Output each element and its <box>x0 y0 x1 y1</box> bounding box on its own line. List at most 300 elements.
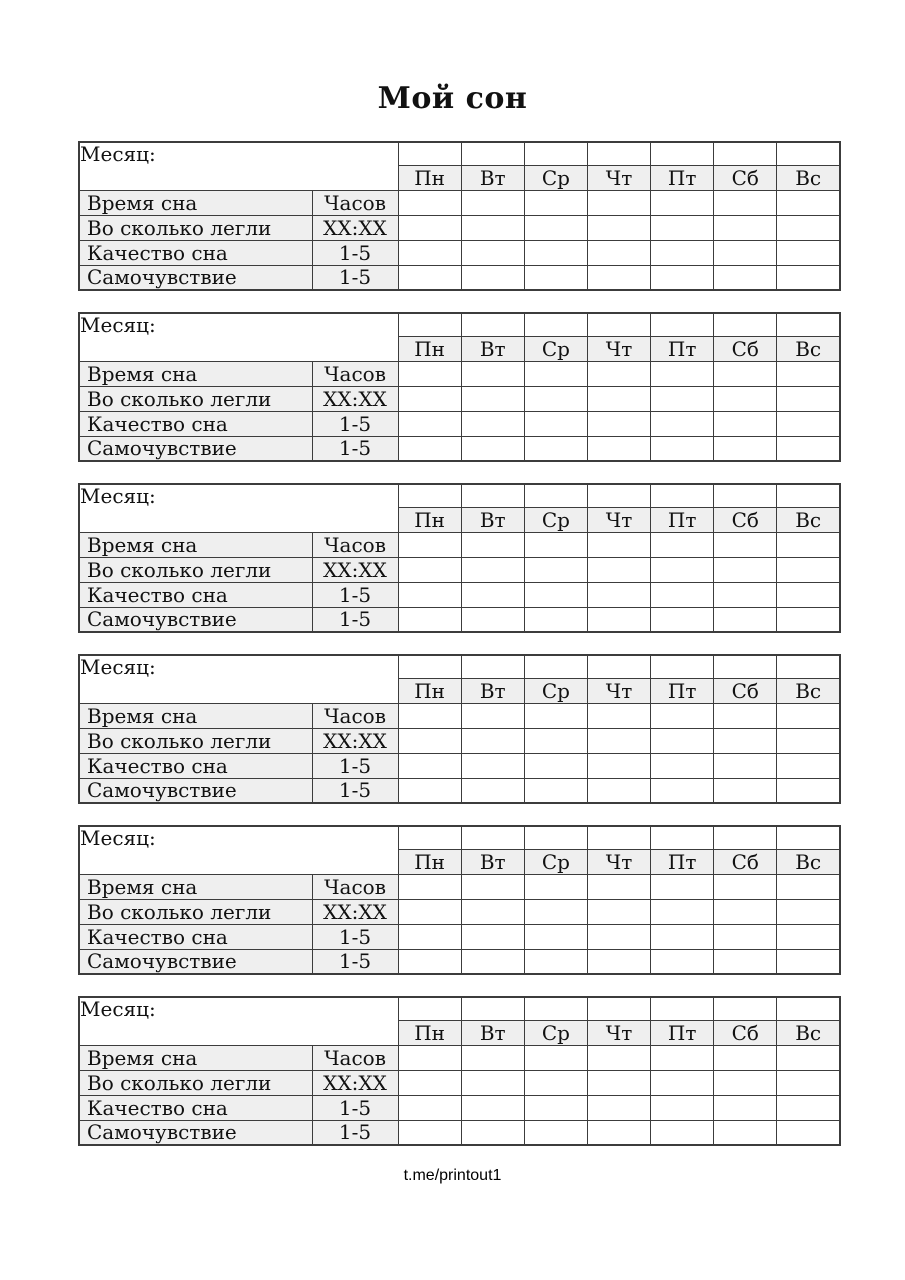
table-row <box>79 484 840 507</box>
entry-cell <box>398 386 461 411</box>
entry-cell <box>524 411 587 436</box>
day-header-fri: Пт <box>651 165 714 190</box>
day-header-sat: Сб <box>714 678 777 703</box>
empty-cell <box>651 484 714 507</box>
empty-cell <box>524 313 587 336</box>
entry-cell <box>777 557 840 582</box>
entry-cell <box>524 1120 587 1145</box>
entry-cell <box>777 386 840 411</box>
empty-cell <box>714 484 777 507</box>
empty-cell <box>587 997 650 1020</box>
entry-cell <box>398 532 461 557</box>
entry-cell <box>714 607 777 632</box>
empty-cell <box>777 655 840 678</box>
entry-cell <box>714 703 777 728</box>
day-header-thu: Чт <box>587 336 650 361</box>
metric-label: Время сна <box>79 361 312 386</box>
entry-cell <box>524 899 587 924</box>
metric-label: Качество сна <box>79 240 312 265</box>
entry-cell <box>777 240 840 265</box>
entry-cell <box>461 240 524 265</box>
entry-cell <box>777 436 840 461</box>
entry-cell <box>587 411 650 436</box>
table-row <box>79 142 840 165</box>
entry-cell <box>461 778 524 803</box>
entry-cell <box>524 703 587 728</box>
metric-unit: 1-5 <box>312 265 398 290</box>
metric-label: Во сколько легли <box>79 557 312 582</box>
metric-unit: 1-5 <box>312 240 398 265</box>
entry-cell <box>398 1120 461 1145</box>
entry-cell <box>524 386 587 411</box>
metric-label: Качество сна <box>79 924 312 949</box>
empty-cell <box>587 313 650 336</box>
empty-cell <box>587 826 650 849</box>
day-header-wed: Ср <box>524 507 587 532</box>
entry-cell <box>714 386 777 411</box>
entry-cell <box>398 215 461 240</box>
entry-cell <box>714 582 777 607</box>
day-header-sat: Сб <box>714 849 777 874</box>
entry-cell <box>587 703 650 728</box>
day-header-mon: Пн <box>398 678 461 703</box>
entry-cell <box>461 557 524 582</box>
entry-cell <box>524 436 587 461</box>
metric-label: Время сна <box>79 703 312 728</box>
entry-cell <box>587 1120 650 1145</box>
entry-cell <box>461 874 524 899</box>
entry-cell <box>398 265 461 290</box>
metric-row-sleep-time <box>79 703 840 728</box>
metric-label: Самочувствие <box>79 949 312 974</box>
entry-cell <box>461 703 524 728</box>
entry-cell <box>524 240 587 265</box>
metric-row-sleep-quality <box>79 582 840 607</box>
entry-cell <box>398 607 461 632</box>
entry-cell <box>461 386 524 411</box>
entry-cell <box>714 1070 777 1095</box>
metric-row-sleep-time <box>79 532 840 557</box>
day-header-tue: Вт <box>461 336 524 361</box>
entry-cell <box>651 753 714 778</box>
metric-unit: Часов <box>312 1045 398 1070</box>
entry-cell <box>714 949 777 974</box>
day-header-mon: Пн <box>398 849 461 874</box>
metric-unit: 1-5 <box>312 778 398 803</box>
day-header-sun: Вс <box>777 1020 840 1045</box>
entry-cell <box>714 1120 777 1145</box>
entry-cell <box>714 899 777 924</box>
entry-cell <box>524 557 587 582</box>
day-header-tue: Вт <box>461 1020 524 1045</box>
day-header-sun: Вс <box>777 849 840 874</box>
month-label-cell: Месяц: <box>79 997 398 1045</box>
empty-cell <box>398 484 461 507</box>
entry-cell <box>777 874 840 899</box>
empty-cell <box>524 142 587 165</box>
entry-cell <box>651 874 714 899</box>
day-header-tue: Вт <box>461 507 524 532</box>
metric-row-sleep-time <box>79 874 840 899</box>
entry-cell <box>587 924 650 949</box>
entry-cell <box>714 215 777 240</box>
entry-cell <box>714 1045 777 1070</box>
entry-cell <box>587 436 650 461</box>
empty-cell <box>777 142 840 165</box>
entry-cell <box>398 436 461 461</box>
entry-cell <box>398 557 461 582</box>
entry-cell <box>714 557 777 582</box>
entry-cell <box>777 899 840 924</box>
entry-cell <box>777 607 840 632</box>
metric-unit: 1-5 <box>312 924 398 949</box>
entry-cell <box>777 924 840 949</box>
day-header-fri: Пт <box>651 507 714 532</box>
entry-cell <box>587 532 650 557</box>
entry-cell <box>398 1045 461 1070</box>
day-header-wed: Ср <box>524 336 587 361</box>
empty-cell <box>461 313 524 336</box>
entry-cell <box>587 899 650 924</box>
metric-label: Самочувствие <box>79 607 312 632</box>
entry-cell <box>587 728 650 753</box>
day-header-fri: Пт <box>651 849 714 874</box>
metric-label: Качество сна <box>79 411 312 436</box>
entry-cell <box>714 778 777 803</box>
metric-unit: 1-5 <box>312 1120 398 1145</box>
entry-cell <box>461 1045 524 1070</box>
entry-cell <box>651 1070 714 1095</box>
entry-cell <box>714 753 777 778</box>
metric-row-wellbeing <box>79 436 840 461</box>
day-header-sun: Вс <box>777 165 840 190</box>
entry-cell <box>587 1070 650 1095</box>
entry-cell <box>461 582 524 607</box>
metric-unit: XX:XX <box>312 557 398 582</box>
entry-cell <box>777 361 840 386</box>
entry-cell <box>714 532 777 557</box>
entry-cell <box>714 436 777 461</box>
entry-cell <box>524 753 587 778</box>
entry-cell <box>587 874 650 899</box>
entry-cell <box>777 1120 840 1145</box>
metric-unit: Часов <box>312 532 398 557</box>
entry-cell <box>461 1095 524 1120</box>
entry-cell <box>524 265 587 290</box>
entry-cell <box>524 1045 587 1070</box>
empty-cell <box>398 655 461 678</box>
empty-cell <box>777 997 840 1020</box>
day-header-mon: Пн <box>398 336 461 361</box>
entry-cell <box>587 190 650 215</box>
entry-cell <box>714 411 777 436</box>
entry-cell <box>398 411 461 436</box>
entry-cell <box>587 361 650 386</box>
day-header-fri: Пт <box>651 1020 714 1045</box>
day-header-tue: Вт <box>461 849 524 874</box>
empty-cell <box>398 313 461 336</box>
metric-unit: XX:XX <box>312 215 398 240</box>
entry-cell <box>587 607 650 632</box>
metric-label: Время сна <box>79 874 312 899</box>
table-row <box>79 655 840 678</box>
entry-cell <box>714 361 777 386</box>
entry-cell <box>777 1095 840 1120</box>
entry-cell <box>651 240 714 265</box>
entry-cell <box>398 190 461 215</box>
entry-cell <box>398 703 461 728</box>
entry-cell <box>461 899 524 924</box>
day-header-sun: Вс <box>777 336 840 361</box>
day-header-fri: Пт <box>651 678 714 703</box>
empty-cell <box>777 484 840 507</box>
entry-cell <box>524 1095 587 1120</box>
metric-row-bed-time <box>79 386 840 411</box>
entry-cell <box>398 728 461 753</box>
day-header-mon: Пн <box>398 507 461 532</box>
entry-cell <box>398 753 461 778</box>
entry-cell <box>651 703 714 728</box>
day-header-wed: Ср <box>524 849 587 874</box>
entry-cell <box>651 949 714 974</box>
entry-cell <box>587 582 650 607</box>
metric-unit: Часов <box>312 874 398 899</box>
empty-cell <box>398 826 461 849</box>
table-row <box>79 997 840 1020</box>
entry-cell <box>651 411 714 436</box>
entry-cell <box>461 190 524 215</box>
sleep-month-table <box>78 141 841 291</box>
day-header-thu: Чт <box>587 849 650 874</box>
entry-cell <box>651 557 714 582</box>
entry-cell <box>777 1045 840 1070</box>
day-header-sat: Сб <box>714 1020 777 1045</box>
entry-cell <box>524 728 587 753</box>
entry-cell <box>651 436 714 461</box>
day-header-mon: Пн <box>398 1020 461 1045</box>
entry-cell <box>587 265 650 290</box>
empty-cell <box>461 484 524 507</box>
empty-cell <box>777 313 840 336</box>
entry-cell <box>651 1120 714 1145</box>
entry-cell <box>461 924 524 949</box>
entry-cell <box>524 532 587 557</box>
empty-cell <box>714 826 777 849</box>
empty-cell <box>651 142 714 165</box>
entry-cell <box>461 532 524 557</box>
entry-cell <box>587 753 650 778</box>
entry-cell <box>777 582 840 607</box>
month-label-cell: Месяц: <box>79 826 398 874</box>
day-header-wed: Ср <box>524 678 587 703</box>
metric-unit: 1-5 <box>312 949 398 974</box>
empty-cell <box>461 826 524 849</box>
metric-label: Во сколько легли <box>79 728 312 753</box>
metric-row-sleep-quality <box>79 924 840 949</box>
metric-row-wellbeing <box>79 265 840 290</box>
entry-cell <box>398 778 461 803</box>
entry-cell <box>714 924 777 949</box>
empty-cell <box>398 142 461 165</box>
metric-unit: Часов <box>312 361 398 386</box>
entry-cell <box>651 607 714 632</box>
entry-cell <box>461 607 524 632</box>
sleep-month-table <box>78 654 841 804</box>
empty-cell <box>714 655 777 678</box>
metric-row-sleep-quality <box>79 411 840 436</box>
day-header-thu: Чт <box>587 165 650 190</box>
metric-label: Качество сна <box>79 753 312 778</box>
day-header-thu: Чт <box>587 678 650 703</box>
entry-cell <box>777 728 840 753</box>
entry-cell <box>651 1045 714 1070</box>
metric-label: Качество сна <box>79 1095 312 1120</box>
entry-cell <box>524 874 587 899</box>
metric-row-sleep-quality <box>79 1095 840 1120</box>
metric-unit: XX:XX <box>312 386 398 411</box>
table-row <box>79 313 840 336</box>
metric-unit: 1-5 <box>312 582 398 607</box>
entry-cell <box>777 753 840 778</box>
metric-unit: 1-5 <box>312 1095 398 1120</box>
day-header-sun: Вс <box>777 507 840 532</box>
sleep-month-table <box>78 483 841 633</box>
month-label-cell: Месяц: <box>79 313 398 361</box>
metric-row-sleep-quality <box>79 240 840 265</box>
entry-cell <box>461 753 524 778</box>
entry-cell <box>461 361 524 386</box>
metric-unit: 1-5 <box>312 436 398 461</box>
empty-cell <box>714 142 777 165</box>
day-header-sat: Сб <box>714 336 777 361</box>
metric-row-wellbeing <box>79 778 840 803</box>
day-header-wed: Ср <box>524 1020 587 1045</box>
day-header-thu: Чт <box>587 507 650 532</box>
metric-unit: Часов <box>312 190 398 215</box>
entry-cell <box>587 1045 650 1070</box>
metric-row-bed-time <box>79 728 840 753</box>
metric-label: Во сколько легли <box>79 1070 312 1095</box>
page-title: Мой сон <box>377 81 528 116</box>
metric-label: Качество сна <box>79 582 312 607</box>
entry-cell <box>714 1095 777 1120</box>
empty-cell <box>587 655 650 678</box>
metric-row-wellbeing <box>79 607 840 632</box>
metric-row-bed-time <box>79 1070 840 1095</box>
entry-cell <box>398 924 461 949</box>
metric-unit: Часов <box>312 703 398 728</box>
entry-cell <box>777 411 840 436</box>
empty-cell <box>524 826 587 849</box>
entry-cell <box>714 728 777 753</box>
metric-row-sleep-time <box>79 361 840 386</box>
entry-cell <box>524 1070 587 1095</box>
entry-cell <box>587 240 650 265</box>
metric-row-bed-time <box>79 215 840 240</box>
entry-cell <box>651 386 714 411</box>
metric-unit: XX:XX <box>312 899 398 924</box>
entry-cell <box>398 240 461 265</box>
metric-label: Время сна <box>79 190 312 215</box>
entry-cell <box>398 949 461 974</box>
entry-cell <box>461 411 524 436</box>
day-header-tue: Вт <box>461 165 524 190</box>
empty-cell <box>651 997 714 1020</box>
entry-cell <box>524 949 587 974</box>
entry-cell <box>398 899 461 924</box>
entry-cell <box>714 265 777 290</box>
entry-cell <box>651 190 714 215</box>
entry-cell <box>777 703 840 728</box>
metric-unit: 1-5 <box>312 607 398 632</box>
metric-row-sleep-time <box>79 190 840 215</box>
entry-cell <box>714 190 777 215</box>
entry-cell <box>524 215 587 240</box>
empty-cell <box>651 826 714 849</box>
entry-cell <box>461 265 524 290</box>
entry-cell <box>524 190 587 215</box>
metric-label: Во сколько легли <box>79 215 312 240</box>
metric-label: Самочувствие <box>79 436 312 461</box>
metric-row-sleep-quality <box>79 753 840 778</box>
entry-cell <box>461 949 524 974</box>
entry-cell <box>777 949 840 974</box>
entry-cell <box>524 778 587 803</box>
entry-cell <box>461 1120 524 1145</box>
entry-cell <box>714 240 777 265</box>
empty-cell <box>461 997 524 1020</box>
entry-cell <box>398 874 461 899</box>
empty-cell <box>461 142 524 165</box>
day-header-thu: Чт <box>587 1020 650 1045</box>
month-label-cell: Месяц: <box>79 484 398 532</box>
entry-cell <box>461 215 524 240</box>
empty-cell <box>524 484 587 507</box>
table-row <box>79 826 840 849</box>
metric-unit: XX:XX <box>312 728 398 753</box>
entry-cell <box>651 778 714 803</box>
metric-row-wellbeing <box>79 1120 840 1145</box>
entry-cell <box>524 582 587 607</box>
entry-cell <box>651 899 714 924</box>
entry-cell <box>777 1070 840 1095</box>
metric-label: Самочувствие <box>79 778 312 803</box>
entry-cell <box>777 265 840 290</box>
empty-cell <box>461 655 524 678</box>
entry-cell <box>777 778 840 803</box>
metric-unit: 1-5 <box>312 753 398 778</box>
day-header-fri: Пт <box>651 336 714 361</box>
empty-cell <box>651 313 714 336</box>
day-header-sat: Сб <box>714 165 777 190</box>
empty-cell <box>714 313 777 336</box>
sleep-month-table <box>78 312 841 462</box>
entry-cell <box>587 215 650 240</box>
empty-cell <box>777 826 840 849</box>
entry-cell <box>398 1095 461 1120</box>
entry-cell <box>651 1095 714 1120</box>
entry-cell <box>587 557 650 582</box>
day-header-tue: Вт <box>461 678 524 703</box>
empty-cell <box>651 655 714 678</box>
entry-cell <box>777 215 840 240</box>
entry-cell <box>524 361 587 386</box>
entry-cell <box>651 582 714 607</box>
entry-cell <box>587 1095 650 1120</box>
sleep-month-table <box>78 825 841 975</box>
metric-label: Во сколько легли <box>79 386 312 411</box>
metric-row-bed-time <box>79 557 840 582</box>
